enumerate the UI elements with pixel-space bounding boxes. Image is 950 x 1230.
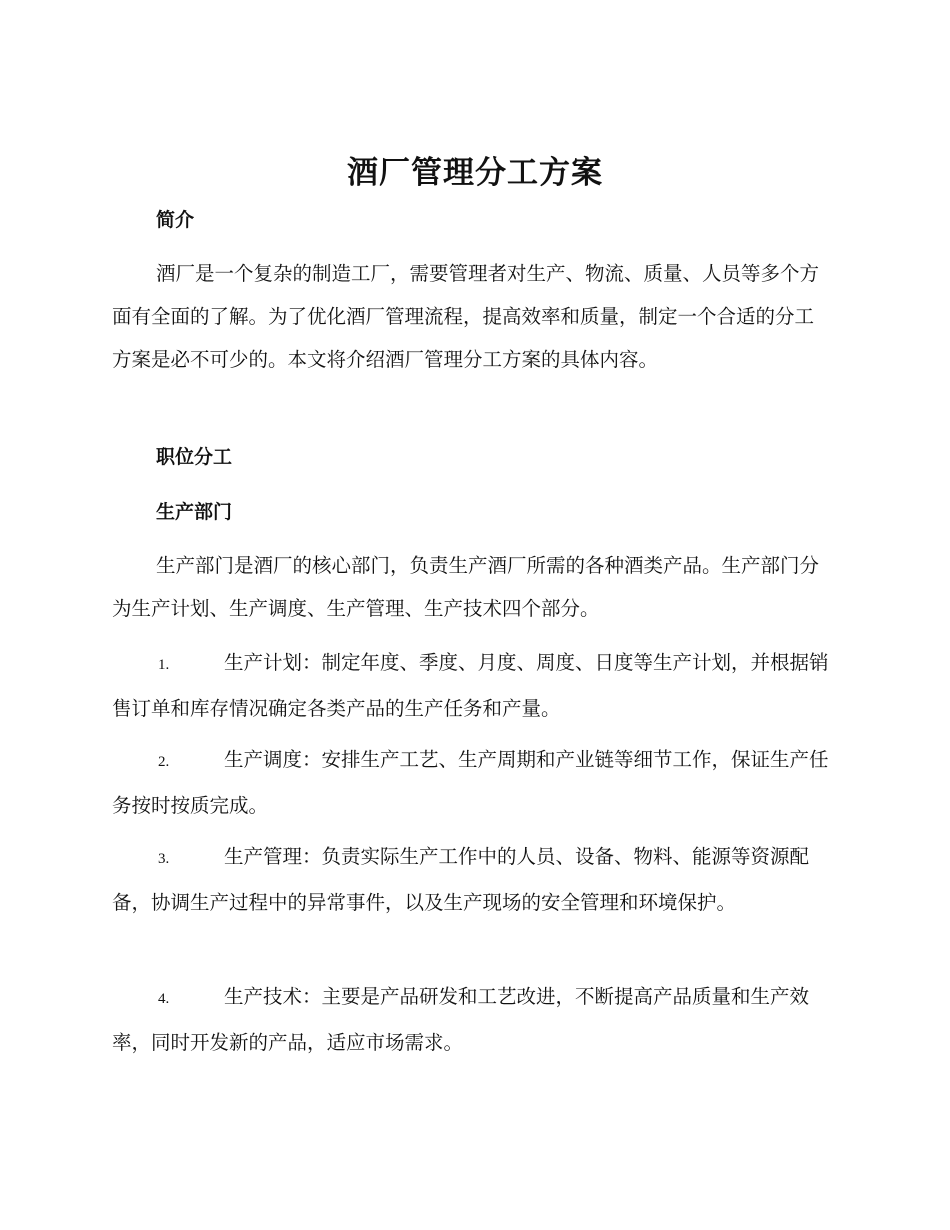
- production-paragraph: 生产部门是酒厂的核心部门，负责生产酒厂所需的各种酒类产品。生产部门分为生产计划、生产调度、生产管理、生产技术四个部分。: [112, 554, 820, 620]
- document-title: 酒厂管理分工方案: [347, 155, 603, 191]
- section-heading-roles: 职位分工: [156, 446, 233, 468]
- section-heading-production: 生产部门: [156, 501, 233, 523]
- list-item-number: 1.: [158, 657, 170, 673]
- list-item-text: 生产调度：安排生产工艺、生产周期和产业链等细节工作，保证生产任务按时按质完成。: [112, 748, 829, 817]
- list-item-number: 2.: [158, 754, 170, 770]
- list-item: [112, 641, 832, 730]
- list-item-number: 3.: [158, 851, 170, 867]
- list-item-text: 生产技术：主要是产品研发和工艺改进，不断提高产品质量和生产效率，同时开发新的产品，适应市场需求。: [112, 985, 810, 1054]
- list-item-text: 生产计划：制定年度、季度、月度、周度、日度等生产计划，并根据销售订单和库存情况确定各类产品的生产任务和产量。: [112, 651, 829, 720]
- list-item: [112, 975, 832, 1064]
- list-item: [112, 835, 832, 924]
- list-item-text: 生产管理：负责实际生产工作中的人员、设备、物料、能源等资源配备，协调生产过程中的异常事件，以及生产现场的安全管理和环境保护。: [112, 845, 810, 914]
- list-item: [112, 738, 832, 827]
- list-item-number: 4.: [158, 991, 170, 1007]
- intro-paragraph: 酒厂是一个复杂的制造工厂，需要管理者对生产、物流、质量、人员等多个方面有全面的了解。为了优化酒厂管理流程，提高效率和质量，制定一个合适的分工方案是必不可少的。本文将介绍酒厂管理分工方案的具体内容。: [112, 262, 820, 371]
- section-heading-intro: 简介: [156, 209, 195, 231]
